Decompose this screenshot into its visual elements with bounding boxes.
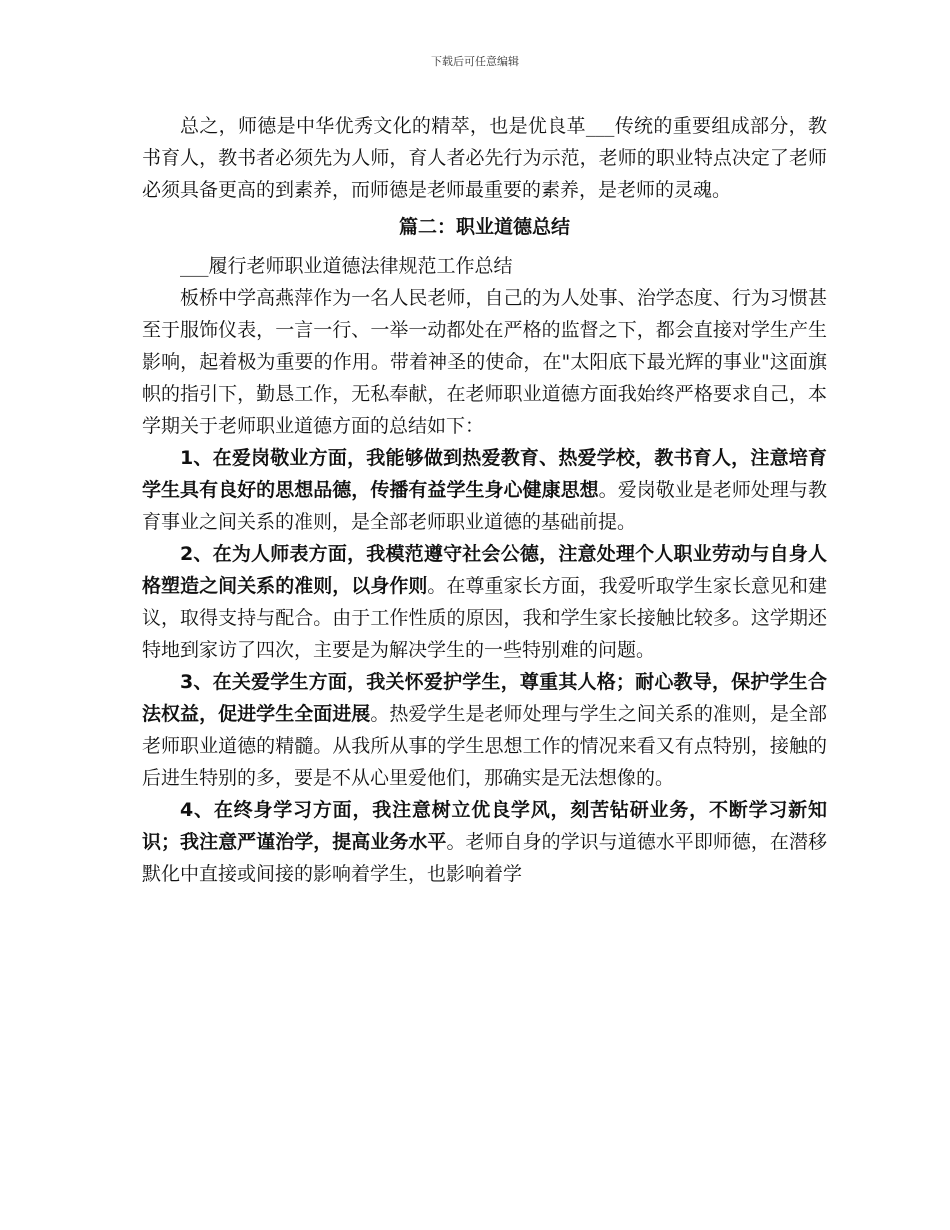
page-header: 下载后可任意编辑 [431,55,519,68]
item-4-heading: 4、在终身学习方面，我注意树立优良学风，刻苦钻研业务，不断学习新知识；我注意严谨治学，提高业务水平 [142,799,827,853]
paragraph-item-2 [142,538,827,666]
item-1-body: 。爱岗敬业是老师处理与教育事业之间关系的准则，是全部老师职业道德的基础前提。 [142,479,827,533]
item-2-body: 。在尊重家长方面，我爱听取学生家长意见和建议，取得支持与配合。由于工作性质的原因，我和学生家长接触比较多。这学期还特地到家访了四次，主要是为解决学生的一些特别难的问题。 [142,575,827,661]
paragraph-item-4 [142,794,827,890]
document-body [142,110,827,890]
paragraph-intro: 板桥中学高燕萍作为一名人民老师，自己的为人处事、治学态度、行为习惯甚至于服饰仪表，一言一行、一举一动都处在严格的监督之下，都会直接对学生产生影响，起着极为重要的作用。带着神圣的使命，在"太阳底下最光辉的事业"这面旗帜的指引下，勤恳工作，无私奉献，在老师职业道德方面我始终严格要求自己，本学期关于老师职业道德方面的总结如下： [142,287,827,437]
paragraph-subtitle: ___履行老师职业道德法律规范工作总结 [180,255,513,277]
section-title: 篇二：职业道德总结 [398,216,570,238]
item-2-heading: 2、在为人师表方面，我模范遵守社会公德，注意处理个人职业劳动与自身人格塑造之间关系的准则，以身作则 [142,543,827,597]
item-3-heading: 3、在关爱学生方面，我关怀爱护学生，尊重其人格；耐心教导，保护学生合法权益，促进学生全面进展 [142,671,827,725]
item-3-body: 。热爱学生是老师处理与学生之间关系的准则，是全部老师职业道德的精髓。从我所从事的学生思想工作的情况来看又有点特别，接触的后进生特别的多，要是不从心里爱他们，那确实是无法想像的。 [142,703,827,789]
item-4-body: 。老师自身的学识与道德水平即师德，在潜移默化中直接或间接的影响着学生，也影响着学 [142,831,827,885]
paragraph-conclusion: 总之，师德是中华优秀文化的精萃，也是优良革___传统的重要组成部分，教书育人，教书者必须先为人师，育人者必先行为示范，老师的职业特点决定了老师必须具备更高的到素养，而师德是老师最重要的素养，是老师的灵魂。 [142,115,827,201]
paragraph-item-3 [142,666,827,794]
paragraph-item-1 [142,442,827,538]
item-1-heading: 1、在爱岗敬业方面，我能够做到热爱教育、热爱学校，教书育人，注意培育学生具有良好的思想品德，传播有益学生身心健康思想 [142,447,827,501]
